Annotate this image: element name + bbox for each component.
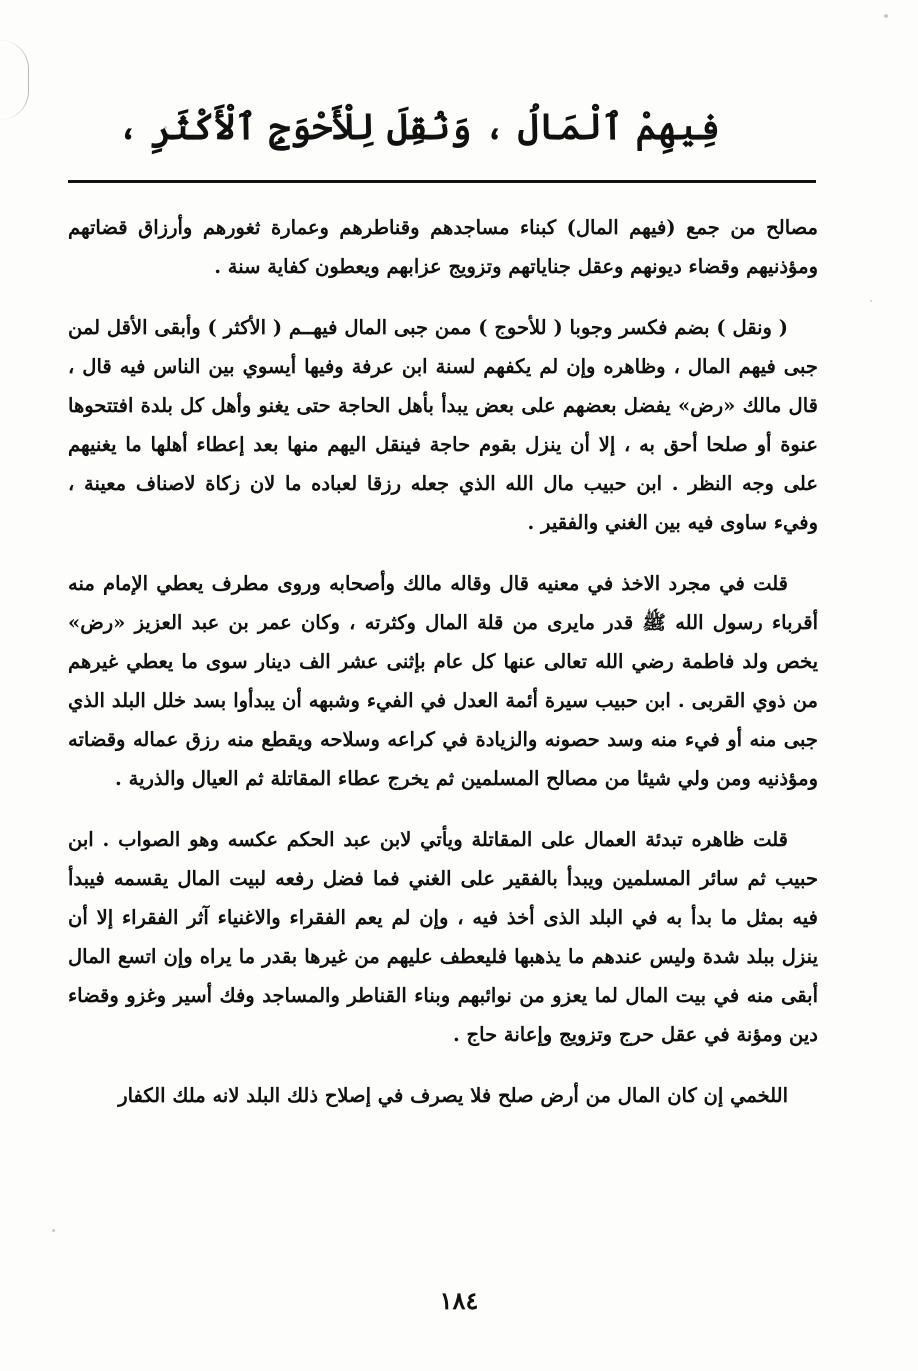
scan-speck xyxy=(884,14,888,18)
commentary-body xyxy=(68,208,818,1137)
scan-speck xyxy=(52,1229,55,1232)
paragraph-3: قلت في مجرد الاخذ في معنيه قال وقاله مالك وأصحابه وروى مطرف يعطي الإمام منه أقرباء رسول الله ﷺ قدر مايرى من قلة المال وكثرته ، وكان عمر بن عبد العزيز «رض» يخص ولد فاطمة رضي الله تعالى عنها كل عام بإثنى عشر الف دينار سوى ما يعطي غيرهم من ذوي القربى . ابن حبيب سيرة أئمة العدل في الفيء وشبهه أن يبدأوا بسد خلل البلد الذي جبى منه أو فيء منه وسد حصونه والزيادة في كراعه وسلاحه ويقطع منه رزق عماله وقضاته ومؤذنيه ومن ولي شيئا من مصالح المسلمين ثم يخرج عطاء المقاتلة ثم العيال والذرية . xyxy=(68,572,818,790)
header-divider xyxy=(68,180,816,183)
paragraph-5: اللخمي إن كان المال من أرض صلح فلا يصرف في إصلاح ذلك البلد لانه ملك الكفار xyxy=(118,1084,788,1107)
scan-speck xyxy=(870,300,872,302)
paragraph-2: ( ونقل ) بضم فكسر وجوبا ( للأحوج ) ممن جبى المال فيهــم ( الأكثر ) وأبقى الأقل لمن جبى فيهم المال ، وظاهره وإن لم يكفهم لسنة ابن عرفة وفيها أيسوي بين الناس فيه قال ، قال مالك «رض» يفضل بعضهم على بعض يبدأ بأهل الحاجة حتى يغنو وأهل كل بلدة افتتحوها عنوة أو صلحا أحق به ، إلا أن ينزل بقوم حاجة فينقل اليهم منها بعد إعطاء أهلها ما يغنيهم على وجه النظر . ابن حبيب مال الله الذي جعله رزقا لعباده ما لان زكاة لاصناف معينة ، وفيء ساوى فيه بين الغني والفقير . xyxy=(68,316,818,534)
scan-speck xyxy=(164,126,167,129)
page-header-verse: فِيهِمْ ٱلْمَالُ ، وَنُقِلَ لِلْأَحْوَجِ ٱلْأَكْثَرِ ، xyxy=(117,106,720,148)
page-edge-mark xyxy=(0,40,29,120)
paragraph-1: مصالح من جمع (فيهم المال) كبناء مساجدهم وقناطرهم وعمارة ثغورهم وأرزاق قضاتهم ومؤذنيهم وقضاء ديونهم وعقل جناياتهم وتزويج عزابهم ويعطون كفاية سنة . xyxy=(68,216,818,278)
paragraph-4: قلت ظاهره تبدئة العمال على المقاتلة ويأتي لابن عبد الحكم عكسه وهو الصواب . ابن حبيب ثم سائر المسلمين ويبدأ بالفقير على الغني فما فضل رفعه لبيت المال يقسمه فيبدأ فيه بمثل ما بدأ به في البلد الذى أخذ فيه ، وإن لم يعم الفقراء والاغنياء آثر الفقراء إلا أن ينزل ببلد شدة وليس عندهم ما يذهبها فليعطف عليهم من غيرها بقدر ما يراه وإن اتسع المال أبقى منه في بيت المال لما يعزو من نوائبهم وبناء القناطر والمساجد وفك أسير وغزو وقضاء دين ومؤنة في عقل حرج وتزويج وإعانة حاج . xyxy=(68,828,818,1046)
page-number: ١٨٤ xyxy=(439,1286,479,1315)
